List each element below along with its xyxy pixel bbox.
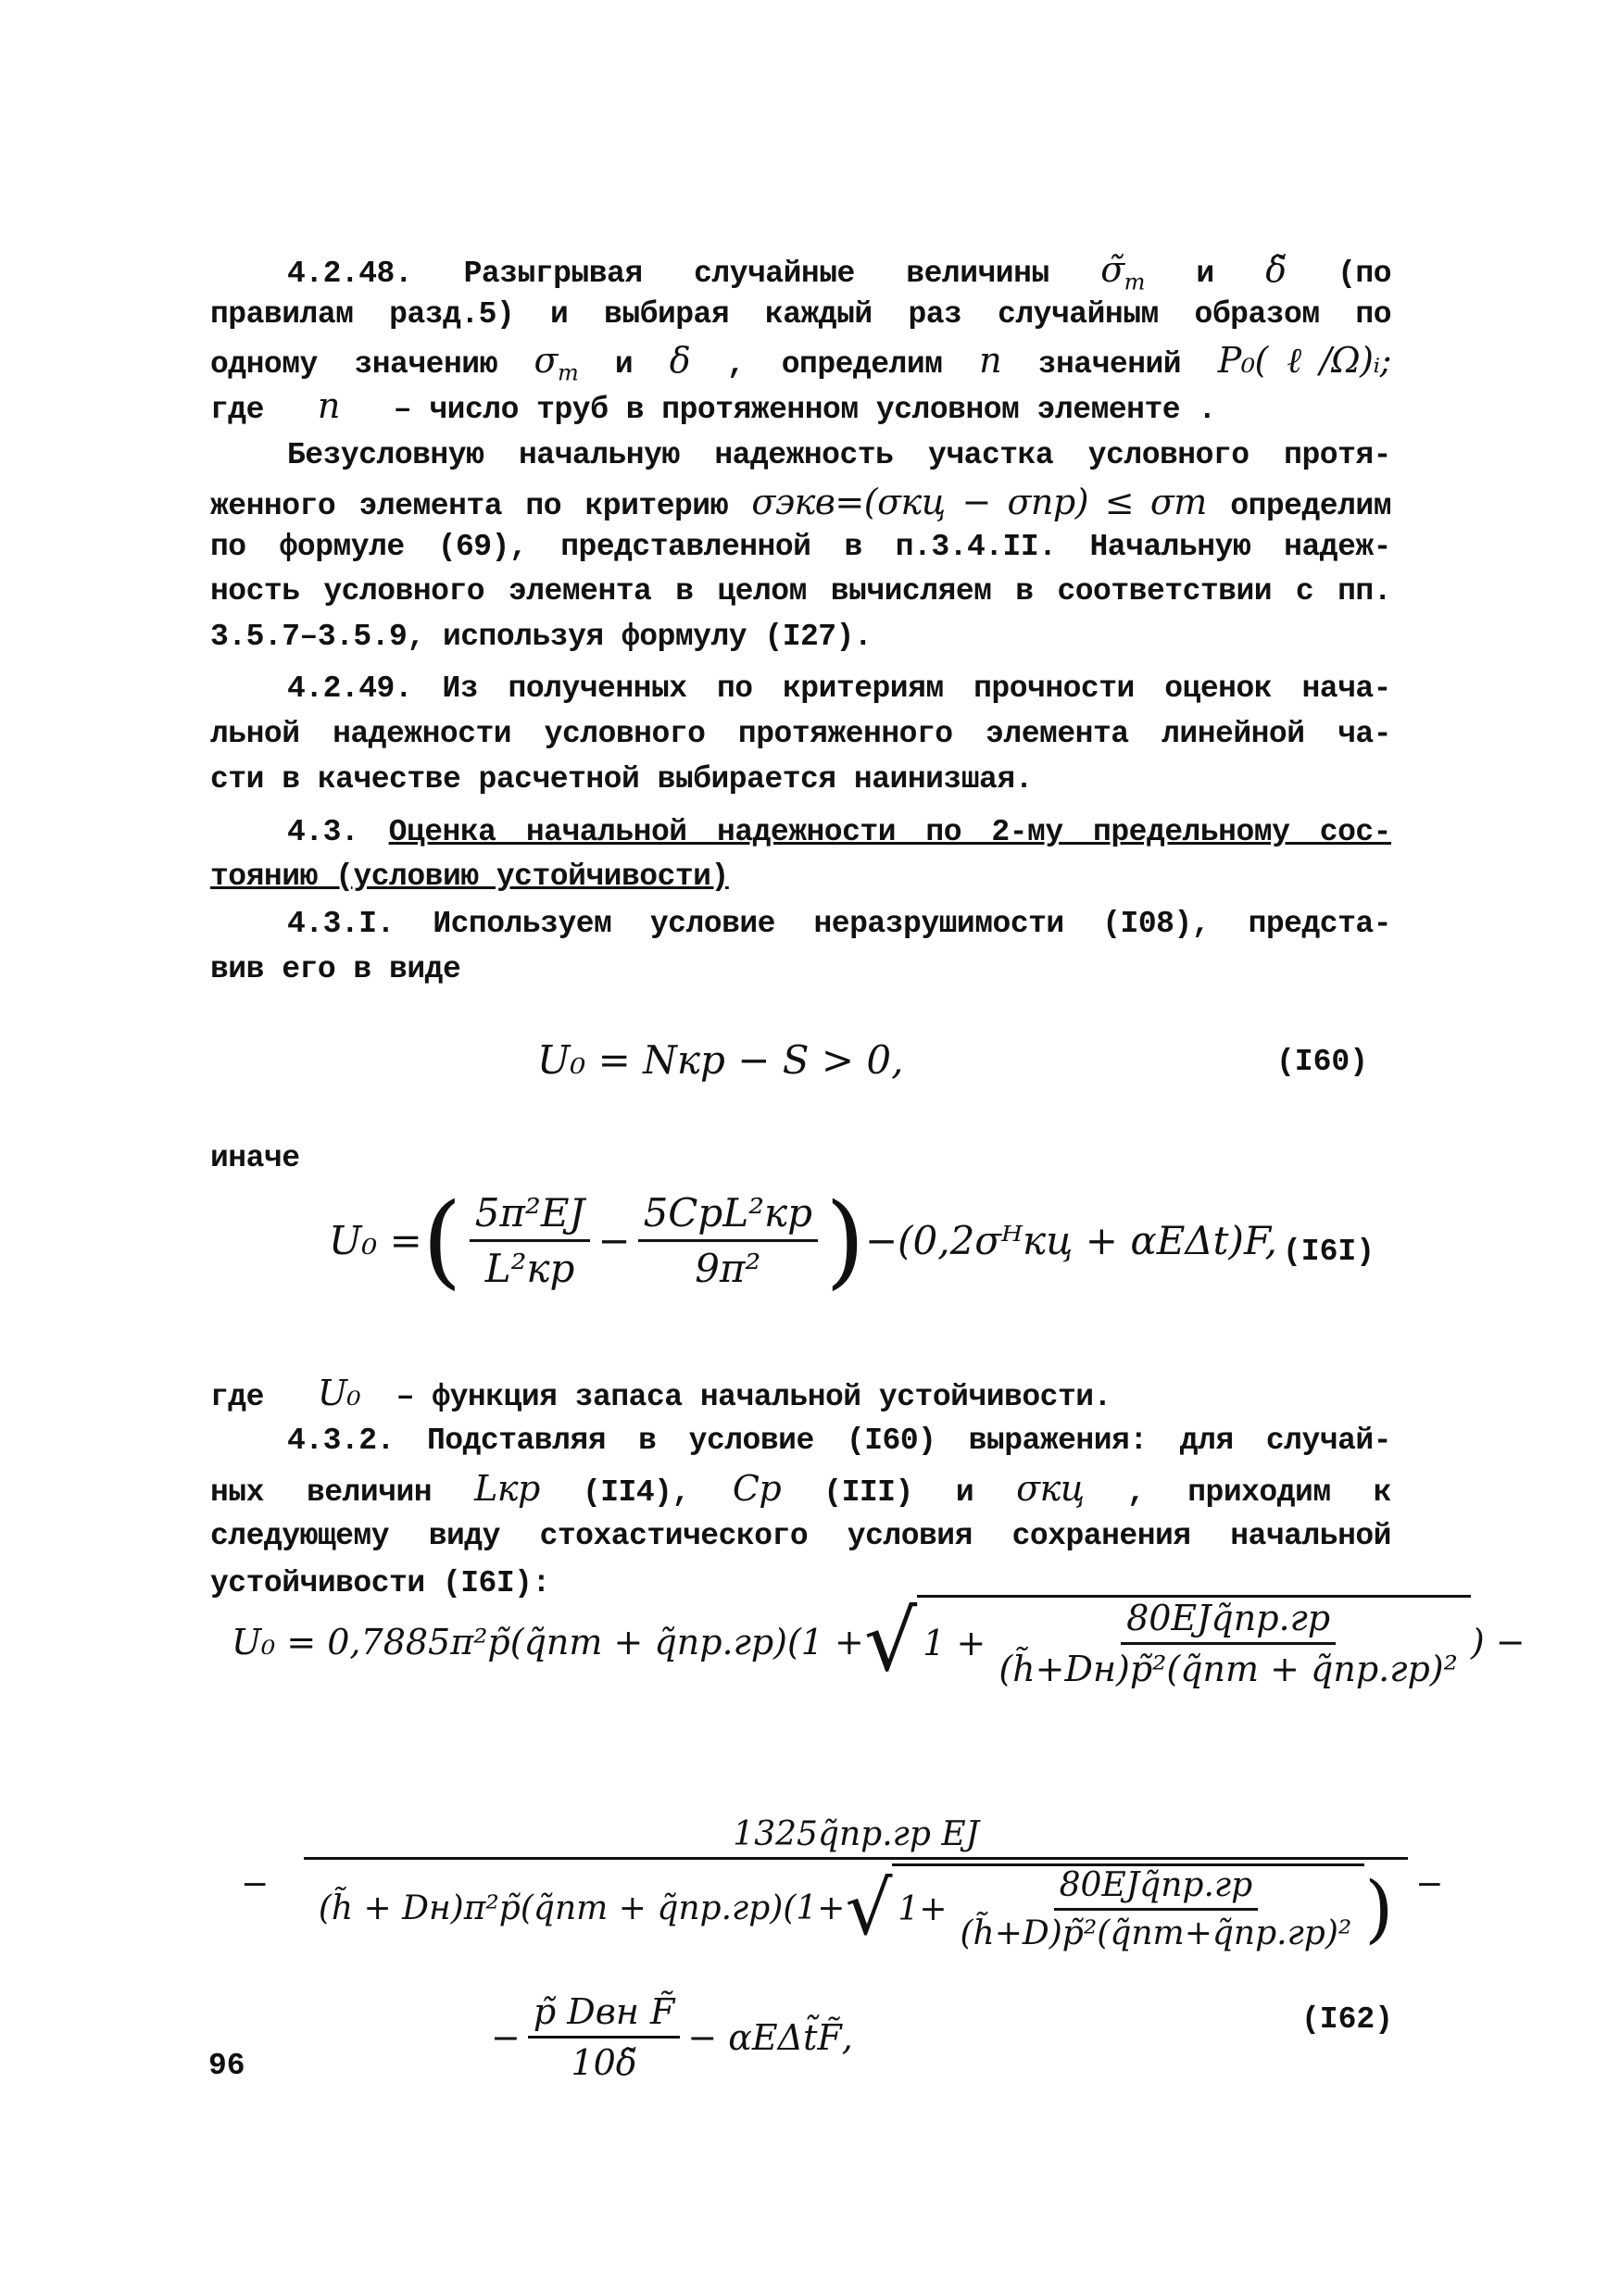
text: (по (1337, 257, 1392, 291)
text: , определим (726, 347, 943, 382)
eq-lhs: U₀ = 0,7885π²p̃(q̃пт + q̃пр.гр)(1 + (232, 1621, 864, 1662)
p4248-line4 (210, 387, 1391, 429)
p4248-line2: правилам разд.5) и выбирая каждый раз случайным образом по (210, 297, 1391, 332)
text-otherwise: иначе (210, 1141, 300, 1175)
fraction: $\frac{\text{80EJq̃пр.гр}}{\text{(h̃+Dн)p̃²(q̃пт + q̃пр.гр)²}}$ (998, 1597, 1458, 1689)
text: 1 + (923, 1623, 986, 1663)
equation-label-160: (I60) (1276, 1045, 1369, 1079)
fraction: $\frac{\text{p̃ Dвн F̃}}{10\deltã}$ (528, 1991, 680, 2083)
section-number: 4.3. (287, 815, 359, 849)
math-sigma: $\sigma_т$ (534, 340, 579, 386)
text: где (210, 393, 264, 427)
fraction: 1325q̃пр.гр EJ (h̃ + Dн)π²p̃(q̃пт + q̃пр.гр)(1+ √ 1+ $\frac{\text{80EJq̃пр.гр}}{\text{(h̃+D)p̃²(q̃пт+q̃пр.гр)²}}$ ) (304, 1815, 1408, 1952)
section-title: Оценка начальной надежности по 2-му предельному сос- (388, 815, 1391, 849)
p4249-line2: льной надежности условного протяженного элемента линейной ча- (210, 717, 1391, 751)
text: − αEΔt̃F̃, (687, 2016, 853, 2058)
where-line (210, 1374, 1391, 1416)
text: , приходим к (1126, 1475, 1391, 1510)
math-delta: δ (669, 340, 691, 381)
math-lkr: Lкр (474, 1468, 540, 1509)
math-n: n (979, 340, 1002, 381)
p431-line2: вив его в виде (210, 952, 461, 986)
math-criterion: σэкв=(σкц − σпр) ≤ σт (751, 482, 1207, 522)
p432-line1: 4.3.2. Подставляя в условие (I60) выражения: для случай- (287, 1424, 1391, 1458)
text: − (491, 2016, 521, 2058)
text: определим (1230, 489, 1391, 523)
p432-line3: следующему виду стохастического условия сохранения начальной (210, 1519, 1391, 1553)
fraction: $\frac{\text{80EJq̃пр.гр}}{\text{(h̃+D)p̃²(q̃пт+q̃пр.гр)²}}$ (960, 1866, 1352, 1952)
text: 4.2.48. Разыгрывая случайные величины (287, 257, 1049, 291)
text: где (210, 1380, 264, 1414)
text: (III) и (823, 1475, 974, 1510)
para2-line5: 3.5.7–3.5.9, используя формулу (I27). (210, 620, 873, 654)
fraction: $\frac{\text{5CpL²кр}}{\text{9π²}}$ (638, 1190, 818, 1291)
fraction: $\frac{\text{5π²EJ}}{\text{L²кр}}$ (470, 1190, 591, 1291)
eq-tail: −(0,2σᴴкц + αEΔt)F, (864, 1217, 1277, 1263)
equation-label-162: (I62) (1301, 2002, 1394, 2037)
text: – функция запаса начальной устойчивости. (396, 1380, 1111, 1414)
math-p0: P₀(ℓ/Ω)ᵢ; (1217, 340, 1391, 381)
math-u0: U₀ (317, 1373, 361, 1413)
equation-162-line1: U₀ = 0,7885π²p̃(q̃пт + q̃пр.гр)(1 + √ 1 + $\frac{\text{80EJq̃пр.гр}}{\text{(h̃+Dн)p̃²(q̃пт + q̃пр.гр)²}}$ ) − (232, 1593, 1526, 1690)
equation-161: U₀ = ( $\frac{\text{5π²EJ}}{\text{L²кр}}$ − $\frac{\text{5CpL²кр}}{\text{9π²}}$ ) −(0,2σᴴкц + αEΔt)F, (329, 1181, 1277, 1299)
p4248-line1 (287, 251, 1391, 301)
text: и (614, 347, 634, 382)
text: женного элемента по критерию (210, 489, 728, 523)
math-sigma: $\sigmã_т$ (1100, 249, 1145, 295)
para2-line4: ность условного элемента в целом вычисляем в соответствии с пп. (210, 574, 1391, 609)
p432-line2 (210, 1470, 1391, 1512)
text: ных величин (210, 1475, 433, 1510)
text: одному значению (210, 347, 497, 382)
p431-line1: 4.3.I. Используем условие неразрушимости (I08), предста- (287, 907, 1391, 941)
para2-line3: по формуле (69), представленной в п.3.4.II. Начальную надеж- (210, 530, 1391, 564)
p4248-line3 (210, 342, 1391, 392)
text: (II4), (582, 1475, 690, 1510)
text: ) − (1470, 1621, 1526, 1662)
text: – число труб в протяженном условном элементе . (393, 393, 1216, 427)
equation-162-line2 (241, 1815, 1443, 1952)
text: значений (1037, 347, 1182, 382)
page-number: 96 (208, 2049, 245, 2083)
equation-160: U₀ = Nкр − S > 0, (537, 1037, 904, 1083)
section-4-3-heading-line2: тоянию (условию устойчивости) (210, 859, 729, 894)
equation-label-161: (I6I) (1283, 1235, 1375, 1269)
p4249-line3: сти в качестве расчетной выбирается наинизшая. (210, 762, 1033, 797)
math-sigma-kc: σкц (1016, 1468, 1085, 1509)
math-delta: δ̃ (1265, 249, 1287, 290)
text: − (241, 1864, 270, 1903)
section-4-3-heading (287, 814, 1391, 851)
math-n: n (317, 385, 340, 426)
para2-line1: Безусловную начальную надежность участка условного протя- (287, 438, 1391, 472)
para2-line2 (210, 483, 1391, 525)
equation-162-line3 (491, 1991, 853, 2083)
text: − (1415, 1864, 1444, 1903)
math-cp: Cp (732, 1468, 782, 1509)
text: и (1196, 257, 1214, 291)
eq-lhs: U₀ = (329, 1217, 422, 1263)
p432-line4: устойчивости (I6I): (210, 1566, 550, 1600)
p4249-line1: 4.2.49. Из полученных по критериям прочности оценок нача- (287, 671, 1391, 706)
